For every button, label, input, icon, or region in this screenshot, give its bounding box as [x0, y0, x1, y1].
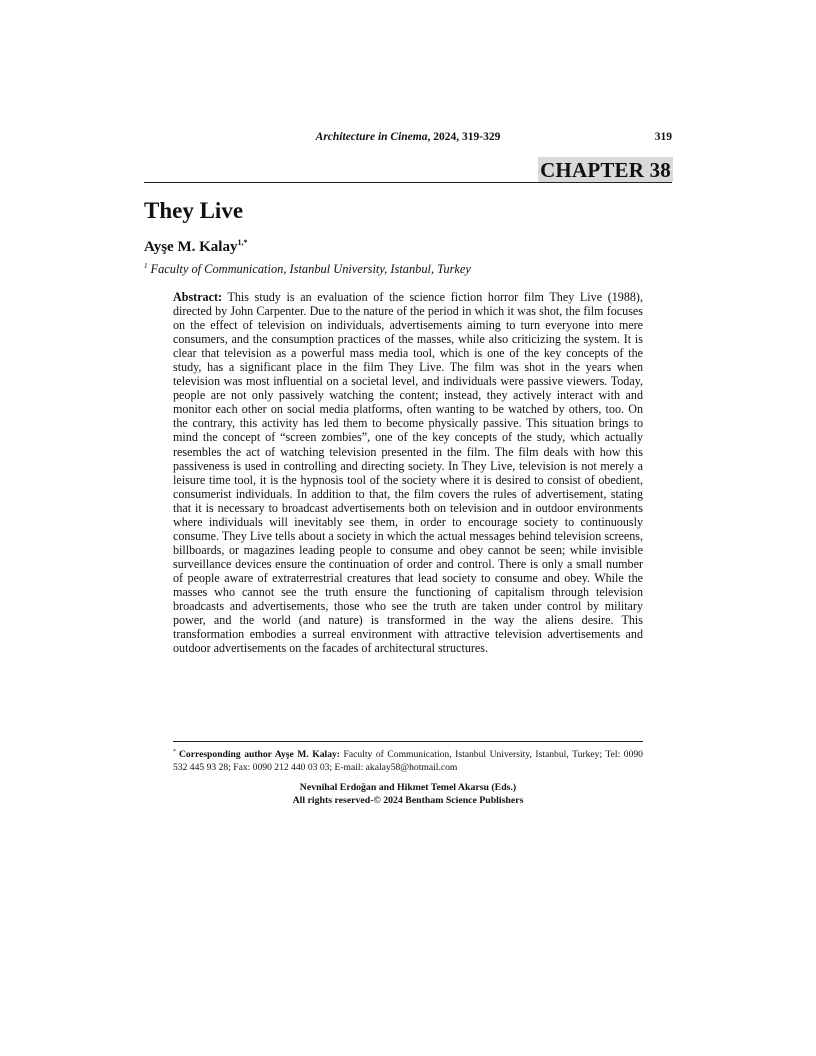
publisher-block	[173, 782, 643, 807]
article-title: They Live	[144, 198, 244, 223]
affiliation	[144, 259, 471, 277]
abstract-text: This study is an evaluation of the science fiction horror film They Live (1988), directed by John Carpenter. Due to the nature of the period in which it was shot, the film focuses on the effect of television on individuals, advertisements aiming to turn everyone into mere consumers, and the consumption practices of the masses, while also criticizing the system. It is clear that television as a powerful mass media tool, which is one of the key concepts of the study, has a significant place in the film They Live. The film was shot in the years when television was most influential on a societal level, and individuals were passive viewers. Today, people are not only passively watching the content; instead, they actively interact with and monitor each other on social media platforms, often wanting to be watched by others, too. On the contrary, this activity has led them to become physically passive. This situation brings to mind the concept of “screen zombies”, one of the key concepts of the study, which actually resembles the act of watching television presented in the film. The film deals with how this passiveness is used in controlling and directing society. In They Live, television is not merely a leisure time tool, it is the hypnosis tool of the society where it is desired to consist of obedient, consumerist individuals. In addition to that, the film covers the rules of advertisement, stating that it is necessary to broadcast advertisements both on television and in outdoor environments where individuals will inevitably see them, in order to encourage society to continuously consume. They Live tells about a society in which the actual messages behind television screens, billboards, or magazines leading people to consume and obey cannot be seen; while invisible surveillance devices ensure the continuation of order and control. There is only a small number of people aware of extraterrestrial creatures that lead society to consume and obey. While the masses who cannot see the truth ensure the functioning of capitalism through television broadcasts and advertisements, those who see the truth are taken under control by military power, and the world (and nature) is transformed in the way the aliens desire. This transformation embodies a surreal environment with attractive television advertisements and outdoor advertisements on the facades of architectural structures.	[173, 290, 643, 656]
author-affiliation-marks: 1,*	[237, 238, 248, 247]
footnote-divider	[173, 741, 643, 742]
running-header	[144, 131, 672, 147]
journal-title: Architecture in Cinema	[315, 131, 428, 143]
abstract-label: Abstract:	[173, 290, 223, 304]
footnote-mark: *	[173, 749, 176, 755]
chapter-label: CHAPTER 38	[540, 158, 671, 182]
footnote-lead: Corresponding author Ayşe M. Kalay:	[179, 749, 340, 760]
rights-notice: All rights reserved-© 2024 Bentham Science Publishers	[292, 794, 524, 806]
editors: Nevnihal Erdoğan and Hikmet Temel Akarsu (Eds.)	[299, 782, 517, 793]
author-name: Ayşe M. Kalay	[144, 239, 238, 255]
author-line	[144, 234, 247, 256]
abstract	[173, 290, 643, 655]
journal-details: , 2024, 319-329	[427, 131, 501, 143]
page-number: 319	[654, 131, 672, 143]
chapter-divider	[144, 182, 672, 183]
affiliation-text: Faculty of Communication, Istanbul University, Istanbul, Turkey	[150, 262, 471, 276]
footnote-text: Faculty of Communication, Istanbul University, Istanbul, Turkey; Tel: 0090 532 445 93 28; Fax: 0090 212 440 03 03; E-mail: akalay58@hotmail.com	[173, 749, 643, 773]
footnote	[173, 746, 643, 774]
affiliation-mark: 1	[144, 262, 148, 270]
journal-citation	[144, 131, 672, 143]
